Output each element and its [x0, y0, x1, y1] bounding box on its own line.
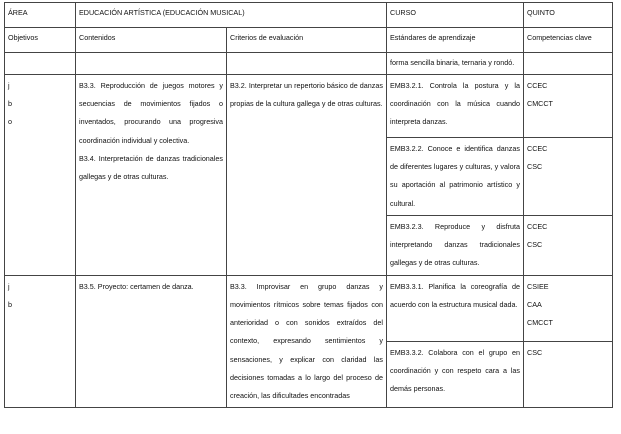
competencia: CSIEE	[527, 281, 549, 291]
area-value: EDUCACIÓN ARTÍSTICA (EDUCACIÓN MUSICAL)	[76, 3, 387, 28]
curso-value: QUINTO	[524, 3, 613, 28]
objetivo-item: j	[8, 281, 10, 291]
competencias-cell	[524, 138, 613, 216]
col-estandares: Estándares de aprendizaje	[387, 28, 524, 53]
competencia: CMCCT	[527, 99, 553, 109]
competencia: CSC	[527, 162, 543, 172]
cont-competencias-cell	[524, 53, 613, 75]
contenido-text: B3.4. Interpretación de danzas tradicionales gallegas y de otras culturas.	[79, 153, 223, 182]
block2-criterio: B3.3. Improvisar en grupo danzas y movimientos rítmicos sobre temas fijados con anterioridad o con sonidos extraídos del contexto, expresando sentimientos y sensaciones, y explicar con claridad las decisiones tomadas a lo largo del proceso de creación, las dificultades encontradas	[227, 275, 387, 407]
block2-contenidos: B3.5. Proyecto: certamen de danza.	[76, 275, 227, 407]
block1-criterio: B3.2. Interpretar un repertorio básico de danzas propias de la cultura gallega y de otras culturas.	[227, 75, 387, 276]
objetivo-item: o	[8, 117, 12, 127]
objetivo-item: b	[8, 99, 12, 109]
block2-row-a	[5, 275, 613, 341]
block1-row-a	[5, 75, 613, 138]
curriculum-page	[4, 2, 613, 408]
col-contenidos: Contenidos	[76, 28, 227, 53]
competencia: CAA	[527, 300, 542, 310]
column-header-row	[5, 28, 613, 53]
continuation-row	[5, 53, 613, 75]
block1-objetivos	[5, 75, 76, 276]
competencia: CSC	[527, 348, 543, 358]
col-competencias: Competencias clave	[524, 28, 613, 53]
estandar-cell: EMB3.3.2. Colabora con el grupo en coordinación y con respeto cara a las demás personas.	[387, 342, 524, 408]
contenido-text: B3.3. Reproducción de juegos motores y secuencias de movimientos fijados o inventados, procurando una progresiva coordinación individual y colectiva.	[79, 81, 223, 145]
competencia: CCEC	[527, 221, 548, 231]
block2-objetivos	[5, 275, 76, 407]
competencia: CCEC	[527, 144, 548, 153]
estandar-cell: EMB3.2.2. Conoce e identifica danzas de diferentes lugares y culturas, y valora su aportación al patrimonio artístico y cultural.	[387, 138, 524, 216]
estandar-cell: EMB3.3.1. Planifica la coreografía de acuerdo con la estructura musical dada.	[387, 275, 524, 341]
cont-objetivos-cell	[5, 53, 76, 75]
cont-criterios-cell	[227, 53, 387, 75]
block1-contenidos	[76, 75, 227, 276]
header-row	[5, 3, 613, 28]
competencias-cell	[524, 275, 613, 341]
estandar-cell: EMB3.2.1. Controla la postura y la coordinación con la música cuando interpreta danzas.	[387, 75, 524, 138]
col-objetivos: Objetivos	[5, 28, 76, 53]
competencias-cell	[524, 342, 613, 408]
col-criterios: Criterios de evaluación	[227, 28, 387, 53]
curriculum-table	[4, 2, 613, 408]
area-label: ÁREA	[5, 3, 76, 28]
competencias-cell	[524, 215, 613, 275]
objetivo-item: b	[8, 300, 12, 310]
cont-contenidos-cell	[76, 53, 227, 75]
competencias-cell	[524, 75, 613, 138]
estandar-cell: EMB3.2.3. Reproduce y disfruta interpretando danzas tradicionales gallegas y de otras culturas.	[387, 215, 524, 275]
objetivo-item: j	[8, 81, 10, 90]
competencia: CMCCT	[527, 318, 553, 328]
cont-estandar-cell: forma sencilla binaria, ternaria y rondó.	[387, 53, 524, 75]
competencia: CSC	[527, 240, 543, 250]
curso-label: CURSO	[387, 3, 524, 28]
competencia: CCEC	[527, 81, 548, 90]
